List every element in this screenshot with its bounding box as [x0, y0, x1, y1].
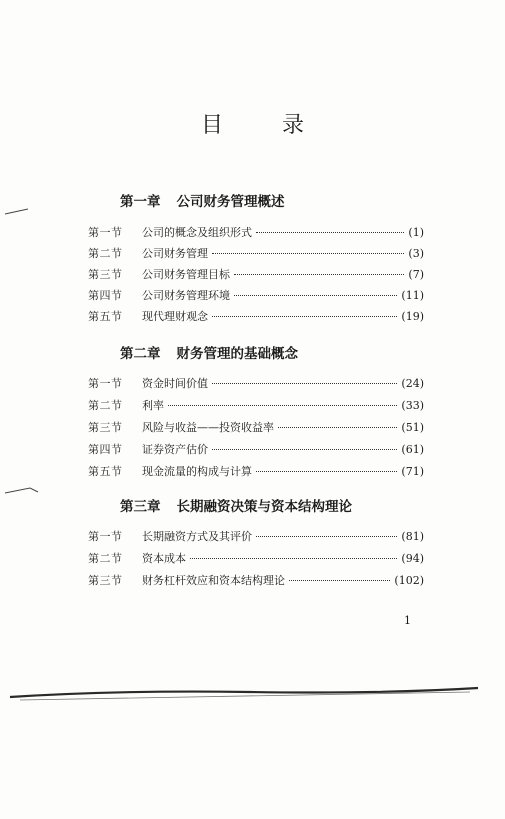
- section-page: (51): [401, 421, 424, 434]
- section-number: 第一节: [88, 377, 123, 390]
- section-page: (33): [401, 399, 424, 412]
- section-page: (7): [408, 268, 424, 281]
- section-number: 第四节: [88, 289, 123, 302]
- chapter-title: 财务管理的基础概念: [176, 346, 298, 362]
- section-number: 第三节: [88, 268, 123, 281]
- chapter-number: 第一章: [120, 194, 161, 210]
- section-title: 公司财务管理环境: [142, 289, 230, 302]
- section-title: 利率: [142, 399, 164, 412]
- section-title: 风险与收益——投资收益率: [142, 421, 274, 434]
- section-title: 现代理财观念: [142, 310, 208, 323]
- section-title: 现金流量的构成与计算: [142, 465, 252, 478]
- section-title: 资金时间价值: [142, 377, 208, 390]
- section-page: (1): [408, 226, 424, 239]
- section-page: (102): [394, 574, 424, 587]
- section-page: (81): [401, 530, 424, 543]
- section-title: 资本成本: [142, 552, 186, 565]
- section-page: (71): [401, 465, 424, 478]
- section-number: 第二节: [88, 247, 123, 260]
- section-number: 第四节: [88, 443, 123, 456]
- section-title: 公司财务管理目标: [142, 268, 230, 281]
- section-page: (19): [401, 310, 424, 323]
- section-title: 长期融资方式及其评价: [142, 530, 252, 543]
- section-number: 第二节: [88, 399, 123, 412]
- chapter-title: 公司财务管理概述: [176, 194, 285, 210]
- section-number: 第三节: [88, 574, 123, 587]
- scan-mark: [5, 209, 28, 214]
- section-number: 第二节: [88, 552, 123, 565]
- chapter-number: 第三章: [120, 499, 161, 515]
- page-number: 1: [404, 614, 411, 627]
- section-number: 第五节: [88, 465, 123, 478]
- section-title: 财务杠杆效应和资本结构理论: [142, 574, 285, 587]
- section-title: 公司财务管理: [142, 247, 208, 260]
- section-number: 第三节: [88, 421, 123, 434]
- section-number: 第五节: [88, 310, 123, 323]
- section-page: (24): [401, 377, 424, 390]
- section-page: (61): [401, 443, 424, 456]
- section-page: (3): [408, 247, 424, 260]
- chapter-title: 长期融资决策与资本结构理论: [176, 499, 352, 515]
- scan-mark: [5, 488, 38, 493]
- section-title: 证券资产估价: [142, 443, 208, 456]
- section-number: 第一节: [88, 530, 123, 543]
- chapter-number: 第二章: [120, 346, 161, 362]
- toc-title: 目 录: [201, 113, 330, 138]
- section-page: (11): [401, 289, 424, 302]
- section-page: (94): [401, 552, 424, 565]
- section-number: 第一节: [88, 226, 123, 239]
- section-title: 公司的概念及组织形式: [142, 226, 252, 239]
